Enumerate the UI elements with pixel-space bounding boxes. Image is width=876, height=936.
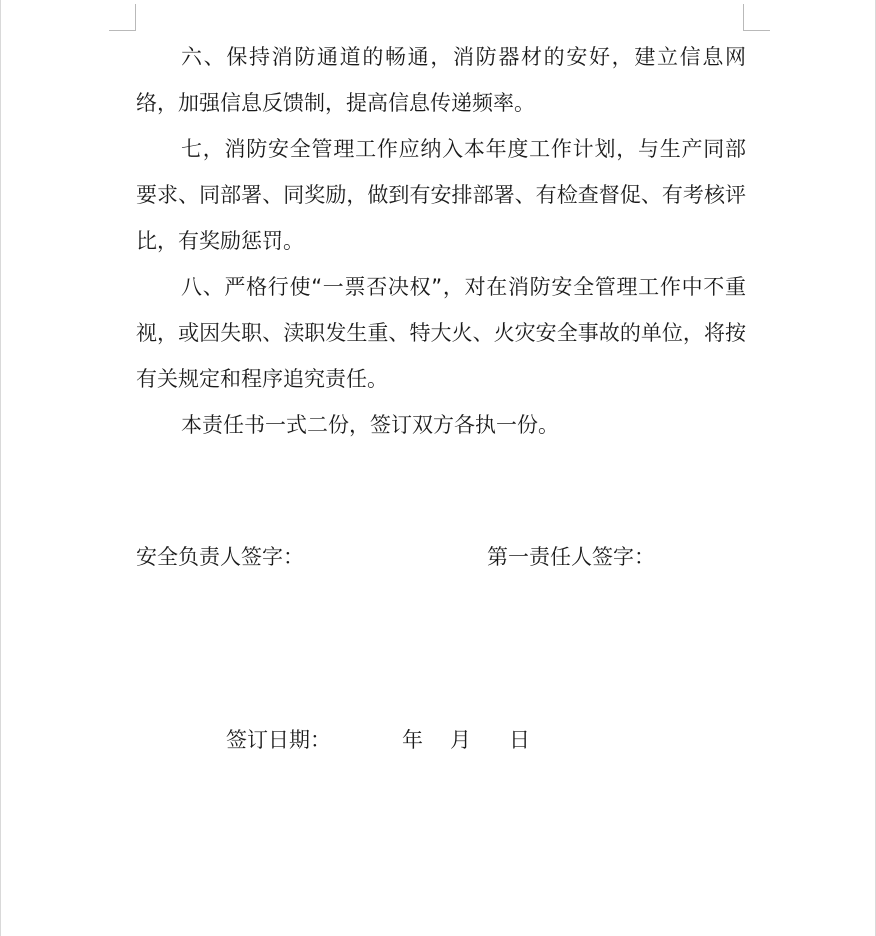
first-responsible-signature-label: 第一责任人签字： — [487, 545, 655, 569]
date-year-label: 年 — [402, 728, 423, 752]
margin-corner-mark-right — [743, 4, 770, 31]
date-day-label: 日 — [509, 728, 530, 752]
paragraph-8: 八、严格行使“一票否决权”，对在消防安全管理工作中不重视，或因失职、渎职发生重、特大火、火灾安全事故的单位，将按有关规定和程序追究责任。 — [136, 275, 746, 391]
safety-person-signature-label: 安全负责人签字： — [136, 545, 304, 569]
paragraph-7: 七，消防安全管理工作应纳入本年度工作计划，与生产同部要求、同部署、同奖励，做到有安排部署、有检查督促、有考核评比，有奖励惩罚。 — [136, 137, 746, 253]
paragraph-copies: 本责任书一式二份，签订双方各执一份。 — [181, 413, 559, 437]
signing-date-label: 签订日期： — [226, 728, 331, 752]
date-month-label: 月 — [450, 728, 471, 752]
signing-date-row — [226, 725, 530, 755]
margin-corner-mark-left — [109, 4, 136, 31]
document-body — [136, 34, 746, 448]
paragraph-6: 六、保持消防通道的畅通，消防器材的安好，建立信息网络，加强信息反馈制，提高信息传递频率。 — [136, 45, 746, 115]
